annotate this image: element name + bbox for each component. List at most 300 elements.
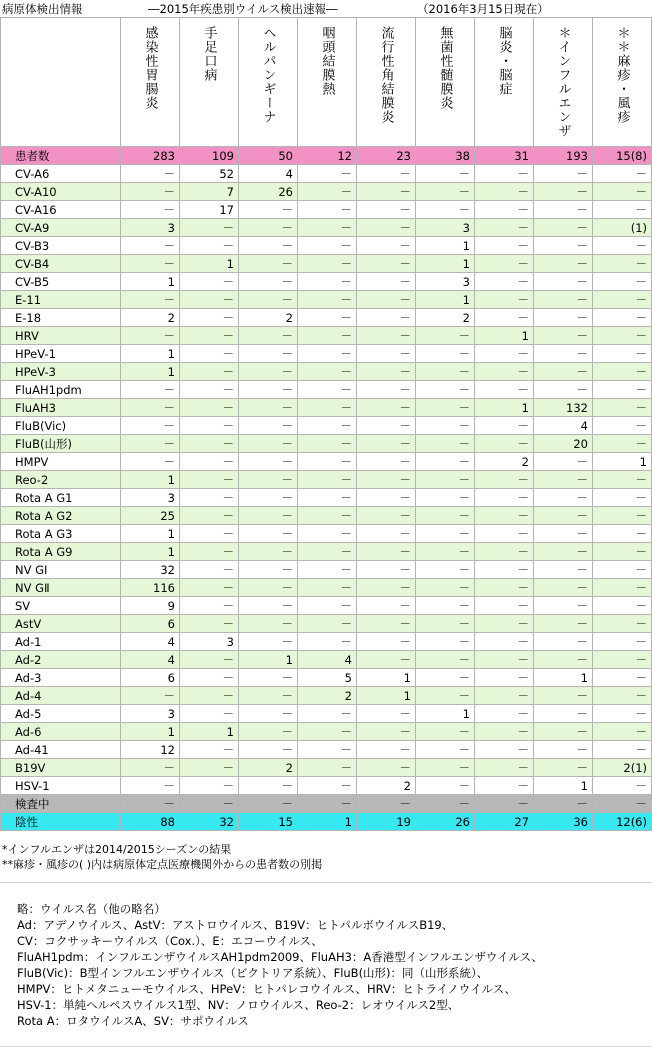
table-cell: － [534,381,593,399]
table-cell: － [593,471,652,489]
table-row [1,669,652,687]
table-row [1,417,652,435]
table-row [1,759,652,777]
column-header-label: ヘルパンギーナ [260,26,276,124]
table-cell: － [298,507,357,525]
table-cell: － [593,255,652,273]
table-row [1,201,652,219]
table-cell: 3 [416,219,475,237]
table-cell: － [298,381,357,399]
column-header [180,18,239,147]
table-cell: 1 [534,777,593,795]
table-cell: － [357,381,416,399]
table-cell: － [534,525,593,543]
table-cell: － [357,579,416,597]
table-cell: － [416,417,475,435]
table-cell: － [475,471,534,489]
table-cell: － [180,651,239,669]
table-cell: － [357,561,416,579]
table-cell: － [180,705,239,723]
table-cell: － [298,615,357,633]
column-header-label: 咽頭結膜熱 [319,26,335,96]
table-cell: － [239,399,298,417]
table-cell: － [239,255,298,273]
table-cell: 31 [475,147,534,165]
table-cell: － [180,669,239,687]
table-cell: － [239,597,298,615]
column-header-label: 無菌性髄膜炎 [437,26,453,110]
row-label: 患者数 [1,147,121,165]
table-cell: － [475,309,534,327]
table-cell: － [475,597,534,615]
row-label: SV [1,597,121,615]
legend-line: Ad：アデノウイルス、AstV：アストロウイルス、B19V：ヒトパルボウイルスB19、 [17,918,454,932]
table-cell: － [534,183,593,201]
table-cell: 116 [121,579,180,597]
column-header [416,18,475,147]
table-cell: － [475,219,534,237]
legend-line: HMPV：ヒトメタニューモウイルス、HPeV：ヒトパレコウイルス、HRV：ヒトライノウイルス、 [17,982,516,996]
table-cell: － [298,471,357,489]
table-row [1,309,652,327]
table-cell: － [357,543,416,561]
row-label: B19V [1,759,121,777]
table-cell: － [298,165,357,183]
table-cell: 88 [121,813,180,831]
table-cell: － [239,489,298,507]
row-label: Rota A G3 [1,525,121,543]
table-cell: － [180,759,239,777]
table-row [1,525,652,543]
table-cell: － [534,561,593,579]
table-cell: － [593,183,652,201]
table-cell: － [357,363,416,381]
table-cell: － [534,633,593,651]
table-cell: － [475,561,534,579]
row-label: HRV [1,327,121,345]
table-cell: － [534,597,593,615]
row-label: CV-B5 [1,273,121,291]
table-row [1,237,652,255]
row-label: HPeV-1 [1,345,121,363]
table-cell: － [357,273,416,291]
table-cell: － [121,759,180,777]
table-cell: － [298,579,357,597]
row-label: Rota A G1 [1,489,121,507]
table-row [1,741,652,759]
table-cell: － [534,615,593,633]
table-cell: － [239,363,298,381]
column-header-label: 脳炎・脳症 [496,26,512,96]
table-cell: － [475,183,534,201]
table-cell: － [593,525,652,543]
table-cell: － [593,615,652,633]
row-label: CV-A9 [1,219,121,237]
table-cell: 2 [357,777,416,795]
table-cell: － [534,705,593,723]
table-cell: － [180,471,239,489]
table-row [1,183,652,201]
table-cell: － [416,777,475,795]
table-cell: － [357,741,416,759]
table-cell: － [475,615,534,633]
table-cell: － [416,669,475,687]
table-cell: － [534,345,593,363]
table-cell: － [593,201,652,219]
table-row [1,633,652,651]
table-cell: － [357,795,416,813]
table-cell: － [416,597,475,615]
table-cell: － [416,723,475,741]
table-cell: － [239,543,298,561]
table-cell: 2(1) [593,759,652,777]
table-cell: － [534,255,593,273]
column-header [121,18,180,147]
row-label: Ad-41 [1,741,121,759]
table-cell: － [534,453,593,471]
table-row [1,363,652,381]
table-cell: 23 [357,147,416,165]
table-cell: － [121,381,180,399]
table-cell: － [239,381,298,399]
column-header-label: ＊＊麻疹・風疹 [614,26,630,124]
row-label: CV-B3 [1,237,121,255]
table-cell: － [593,435,652,453]
table-cell: － [416,435,475,453]
table-cell: － [593,489,652,507]
table-cell: 15(8) [593,147,652,165]
table-cell: － [416,525,475,543]
table-cell: － [534,327,593,345]
table-cell: － [121,255,180,273]
table-cell: 3 [416,273,475,291]
table-row [1,705,652,723]
table-cell: 1 [121,471,180,489]
table-cell: － [534,363,593,381]
row-label: E-11 [1,291,121,309]
table-cell: － [180,237,239,255]
table-cell: － [534,723,593,741]
table-row [1,723,652,741]
table-cell: － [180,435,239,453]
table-row [1,795,652,813]
table-cell: － [121,453,180,471]
table-cell: － [475,633,534,651]
row-label: NV GI [1,561,121,579]
table-cell: － [298,345,357,363]
table-cell: 193 [534,147,593,165]
table-cell: 1 [121,363,180,381]
table-cell: － [593,633,652,651]
table-row [1,273,652,291]
table-cell: － [475,255,534,273]
table-cell: － [239,669,298,687]
table-cell: 3 [121,489,180,507]
table-cell: － [298,327,357,345]
table-cell: － [593,705,652,723]
table-cell: 132 [534,399,593,417]
table-cell: 1 [534,669,593,687]
table-cell: － [475,759,534,777]
table-cell: 50 [239,147,298,165]
table-cell: － [121,687,180,705]
table-cell: － [298,741,357,759]
bottom-divider [0,1046,652,1047]
table-cell: － [475,381,534,399]
table-cell: － [593,777,652,795]
table-cell: － [475,237,534,255]
table-cell: － [416,165,475,183]
row-label: Ad-3 [1,669,121,687]
table-cell: － [416,363,475,381]
table-row [1,291,652,309]
divider [0,882,652,883]
table-cell: － [475,579,534,597]
table-cell: － [239,579,298,597]
table-cell: － [416,615,475,633]
row-label: CV-A6 [1,165,121,183]
table-cell: － [357,651,416,669]
table-cell: － [180,273,239,291]
table-cell: － [180,363,239,381]
table-cell: － [298,633,357,651]
table-cell: － [416,471,475,489]
table-cell: － [121,291,180,309]
table-cell: － [180,327,239,345]
table-cell: － [298,291,357,309]
table-cell: － [239,237,298,255]
table-cell: － [180,777,239,795]
table-cell: － [357,201,416,219]
table-cell: 1 [121,543,180,561]
table-cell: － [357,435,416,453]
row-label: CV-B4 [1,255,121,273]
table-cell: 27 [475,813,534,831]
table-cell: － [239,507,298,525]
table-cell: － [357,183,416,201]
table-row [1,255,652,273]
table-cell: － [298,723,357,741]
table-cell: 1 [298,813,357,831]
table-cell: － [239,273,298,291]
table-row [1,507,652,525]
table-cell: 2 [121,309,180,327]
table-cell: 1 [121,723,180,741]
table-cell: － [357,291,416,309]
table-cell: 2 [416,309,475,327]
table-cell: － [475,705,534,723]
table-cell: － [298,309,357,327]
table-cell: － [534,201,593,219]
table-cell: 3 [121,219,180,237]
table-cell: － [180,291,239,309]
table-cell: － [121,417,180,435]
table-cell: － [239,741,298,759]
row-label: NV GⅡ [1,579,121,597]
table-cell: 12 [121,741,180,759]
row-label: Ad-1 [1,633,121,651]
row-label: Ad-2 [1,651,121,669]
table-cell: － [475,489,534,507]
table-cell: 1 [180,255,239,273]
table-cell: － [475,543,534,561]
table-cell: 2 [298,687,357,705]
table-row [1,435,652,453]
table-cell: 1 [239,651,298,669]
table-cell: － [180,525,239,543]
table-cell: 1 [121,345,180,363]
table-cell: (1) [593,219,652,237]
row-label: FluB(山形) [1,435,121,453]
table-cell: － [416,381,475,399]
table-cell: － [357,525,416,543]
table-row [1,399,652,417]
table-cell: 1 [180,723,239,741]
table-cell: 4 [239,165,298,183]
table-cell: － [475,525,534,543]
table-cell: － [534,651,593,669]
row-label: HMPV [1,453,121,471]
abbreviation-legend [17,901,543,1029]
table-cell: － [475,165,534,183]
table-cell: 1 [475,399,534,417]
table-cell: 6 [121,669,180,687]
row-label: 検査中 [1,795,121,813]
table-cell: － [239,345,298,363]
table-cell: － [298,399,357,417]
table-cell: － [593,345,652,363]
table-cell: － [239,417,298,435]
table-cell: － [416,651,475,669]
table-row [1,345,652,363]
table-cell: － [475,687,534,705]
table-cell: － [298,219,357,237]
table-cell: － [416,399,475,417]
table-cell: － [475,651,534,669]
table-cell: 4 [121,633,180,651]
table-cell: － [239,327,298,345]
title-bar [0,0,652,17]
footnote-measles: **麻疹・風疹の( )内は病原体定点医療機関外からの患者数の別掲 [2,858,323,871]
table-cell: 20 [534,435,593,453]
table-cell: － [298,777,357,795]
table-cell: － [534,507,593,525]
table-cell: － [180,687,239,705]
table-cell: － [534,795,593,813]
table-cell: 32 [121,561,180,579]
table-cell: － [593,687,652,705]
legend-line: FluAH1pdm：インフルエンザウイルスAH1pdm2009、FluAH3：A香港型インフルエンザウイルス、 [17,950,543,964]
row-label: HPeV-3 [1,363,121,381]
table-cell: － [593,741,652,759]
table-cell: 4 [534,417,593,435]
row-label: Ad-5 [1,705,121,723]
table-cell: － [534,291,593,309]
table-cell: 19 [357,813,416,831]
table-header-row [1,18,652,147]
table-cell: － [239,525,298,543]
row-label: CV-A10 [1,183,121,201]
table-cell: 1 [121,273,180,291]
table-cell: － [593,651,652,669]
table-cell: － [593,165,652,183]
row-label: Rota A G9 [1,543,121,561]
table-cell: 1 [475,327,534,345]
header-corner [1,18,121,147]
table-cell: － [357,633,416,651]
table-cell: － [593,669,652,687]
table-row [1,147,652,165]
table-cell: － [593,579,652,597]
table-cell: － [416,543,475,561]
table-cell: 1 [416,255,475,273]
table-cell: － [180,489,239,507]
table-cell: － [593,273,652,291]
table-cell: － [416,561,475,579]
table-cell: 2 [239,309,298,327]
table-cell: － [180,615,239,633]
table-cell: － [298,525,357,543]
table-cell: － [593,399,652,417]
table-cell: － [534,165,593,183]
table-cell: － [298,363,357,381]
table-cell: 12 [298,147,357,165]
table-cell: － [121,183,180,201]
table-cell: － [298,435,357,453]
table-cell: － [593,597,652,615]
table-cell: － [239,615,298,633]
table-cell: － [357,309,416,327]
row-label: Ad-4 [1,687,121,705]
table-row [1,219,652,237]
table-cell: － [593,381,652,399]
table-cell: － [298,597,357,615]
table-cell: 32 [180,813,239,831]
table-cell: － [357,489,416,507]
table-cell: － [357,507,416,525]
table-cell: － [239,291,298,309]
table-cell: － [298,237,357,255]
table-cell: － [180,309,239,327]
row-label: CV-A16 [1,201,121,219]
column-header [298,18,357,147]
table-cell: 6 [121,615,180,633]
page-title: 病原体検出情報 [2,2,83,16]
table-cell: － [534,759,593,777]
report-date: （2016年3月15日現在） [417,2,549,16]
table-cell: － [593,417,652,435]
table-cell: － [298,453,357,471]
table-cell: － [357,399,416,417]
table-cell: － [239,795,298,813]
table-row [1,561,652,579]
table-cell: 1 [357,669,416,687]
table-cell: － [298,705,357,723]
table-cell: － [180,543,239,561]
table-cell: － [357,759,416,777]
table-cell: 36 [534,813,593,831]
table-cell: － [239,633,298,651]
table-cell: － [475,723,534,741]
table-cell: － [180,561,239,579]
table-cell: － [357,615,416,633]
column-header-label: ＊インフルエンザ [555,26,571,138]
table-cell: － [475,435,534,453]
table-cell: － [357,705,416,723]
table-row [1,813,652,831]
table-cell: － [180,219,239,237]
legend-line: Rota A：ロタウイルスA、SV：サポウイルス [17,1014,249,1028]
